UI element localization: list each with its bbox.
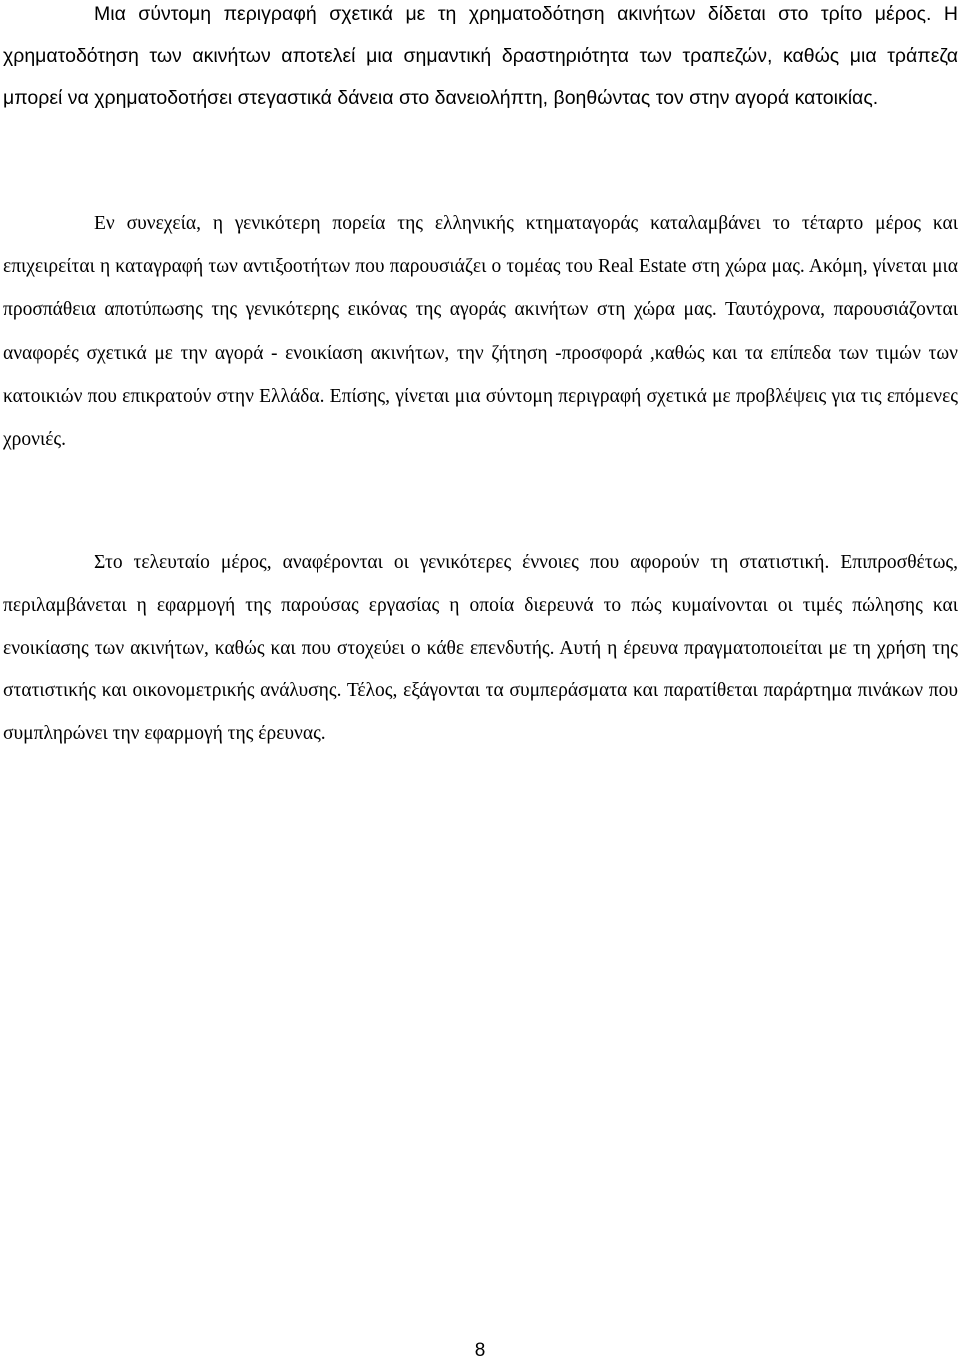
paragraph-statistics-application: Στο τελευταίο μέρος, αναφέρονται οι γενικότερες έννοιες που αφορούν τη στατιστική. Επιπροσθέτως, περιλαμβάνεται η εφαρμογή της παρούσας εργασίας η οποία διερευνά το πώς κυμαίνονται οι τιμές πώλησης και ενοικίασης των ακινήτων, καθώς και που στοχεύει ο κάθε επενδυτής. Αυτή η έρευνα πραγματοποιείται με τη χρήση της στατιστικής και οικονομετρικής ανάλυσης. Τέλος, εξάγονται τα συμπεράσματα και παρατίθεται παράρτημα πινάκων που συμπληρώνει την εφαρμογή της έρευνας. xyxy=(3,552,958,745)
paragraph-financing: Μια σύντομη περιγραφή σχετικά με τη χρηματοδότηση ακινήτων δίδεται στο τρίτο μέρος. Η χρηματοδότηση των ακινήτων αποτελεί μια σημαντική δραστηριότητα των τραπεζών, καθώς μια τράπεζα μπορεί να χρηματοδοτήσει στεγαστικά δάνεια στο δανειολήπτη, βοηθώντας τον στην αγορά κατοικίας. xyxy=(3,3,958,109)
page-number: 8 xyxy=(474,1340,486,1361)
paragraph-greek-real-estate-market: Εν συνεχεία, η γενικότερη πορεία της ελληνικής κτηματαγοράς καταλαμβάνει το τέταρτο μέρος και επιχειρείται η καταγραφή των αντιξοοτήτων που παρουσιάζει ο τομέας του Real Estate στη χώρα μας. Ακόμη, γίνεται μια προσπάθεια αποτύπωσης της γενικότερης εικόνας της αγοράς ακινήτων στη χώρα μας. Ταυτόχρονα, παρουσιάζονται αναφορές σχετικά με την αγορά - ενοικίαση ακινήτων, την ζήτηση -προσφορά ,καθώς και τα επίπεδα των τιμών των κατοικιών που επικρατούν στην Ελλάδα. Επίσης, γίνεται μια σύντομη περιγραφή σχετικά με προβλέψεις για τις επόμενες χρονιές. xyxy=(3,213,958,451)
